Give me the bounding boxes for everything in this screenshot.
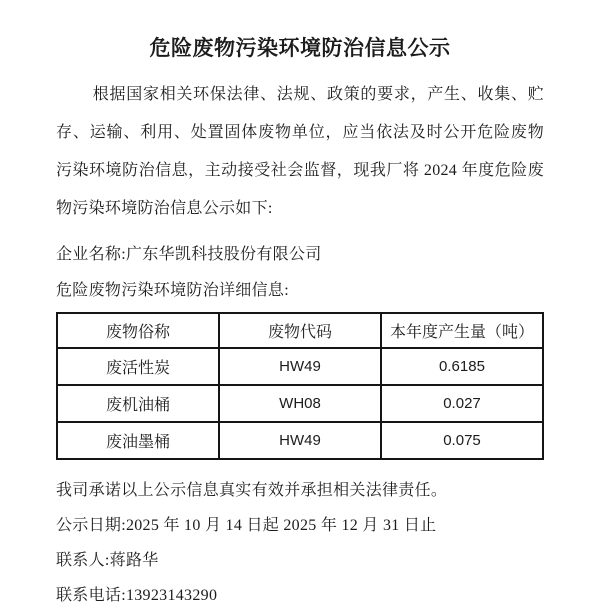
cell-waste-code: HW49 (219, 422, 381, 459)
company-name-line: 企业名称:广东华凯科技股份有限公司 (56, 246, 322, 263)
cell-annual-output: 0.6185 (381, 348, 543, 385)
cell-annual-output: 0.075 (381, 422, 543, 459)
cell-waste-name: 废油墨桶 (57, 422, 219, 459)
commitment-line: 我司承诺以上公示信息真实有效并承担相关法律责任。 (56, 482, 448, 499)
header-waste-code: 废物代码 (219, 313, 381, 348)
intro-paragraph: 根据国家相关环保法律、法规、政策的要求，产生、收集、贮存、运输、利用、处置固体废物单位，应当依法及时公开危险废物污染环境防治信息，主动接受社会监督，现我厂将 2024 年度危险废物污染环境防治信息公示如下: (56, 86, 544, 217)
table-row (57, 385, 543, 422)
cell-waste-code: HW49 (219, 348, 381, 385)
table-row (57, 422, 543, 459)
publish-date-line: 公示日期:2025 年 10 月 14 日起 2025 年 12 月 31 日止 (56, 517, 437, 534)
table-header-row (57, 313, 543, 348)
header-waste-name: 废物俗称 (57, 313, 219, 348)
cell-waste-name: 废机油桶 (57, 385, 219, 422)
cell-annual-output: 0.027 (381, 385, 543, 422)
cell-waste-name: 废活性炭 (57, 348, 219, 385)
cell-waste-code: WH08 (219, 385, 381, 422)
page-title: 危险废物污染环境防治信息公示 (149, 36, 451, 60)
contact-person-line: 联系人:蒋路华 (56, 552, 159, 569)
waste-info-table (56, 312, 544, 460)
header-annual-output: 本年度产生量（吨） (381, 313, 543, 348)
table-row (57, 348, 543, 385)
detail-info-heading: 危险废物污染环境防治详细信息: (56, 282, 289, 299)
contact-phone-line: 联系电话:13923143290 (56, 587, 218, 604)
